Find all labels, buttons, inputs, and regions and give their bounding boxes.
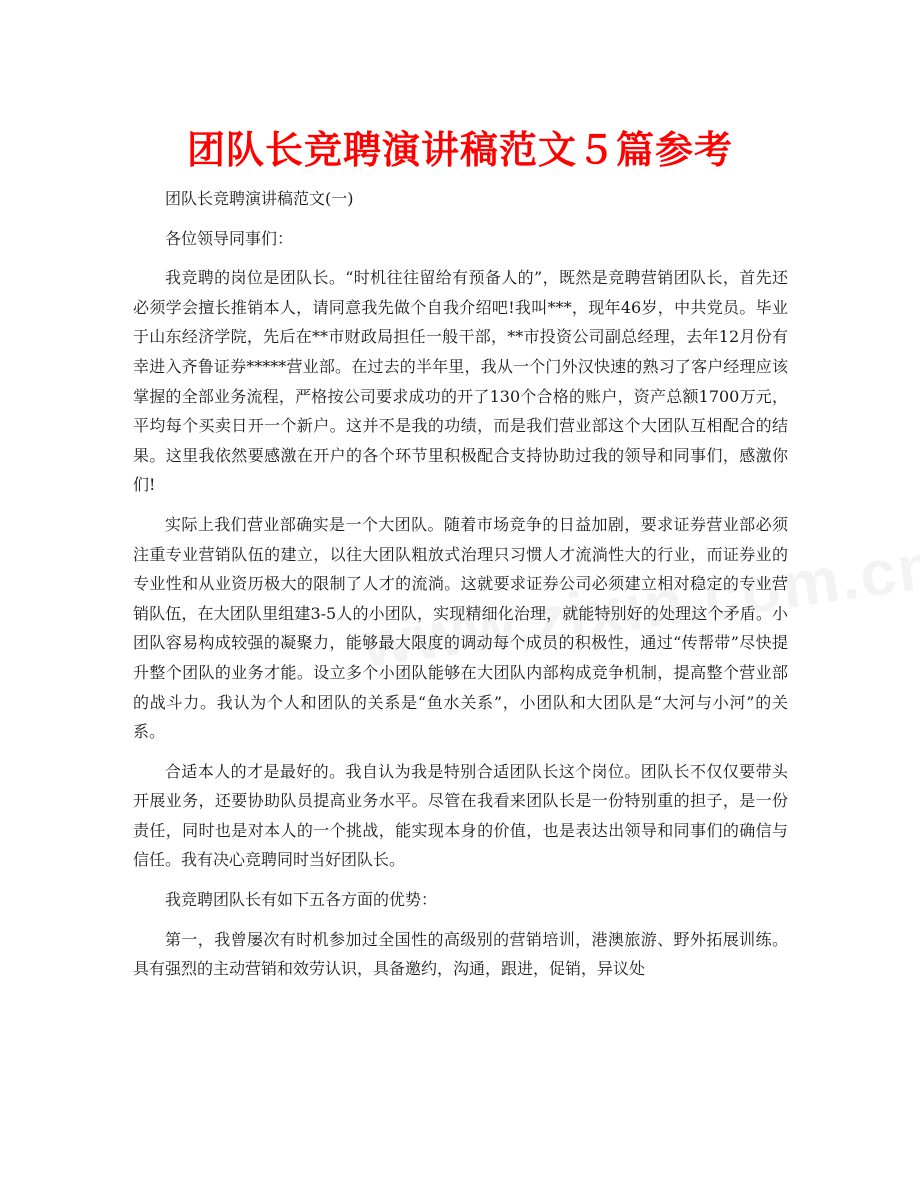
salutation: 各位领导同事们： [165,228,294,248]
paragraph: 我竞聘团队长有如下五各方面的优势： [165,890,438,910]
document-body [133,184,788,994]
paragraph: 合适本人的才是最好的。我自认为我是特别合适团队长这个岗位。团队长不仅仅要带头开展业务，还要协助队员提高业务水平。尽管在我看来团队长是一份特别重的担子，是一份责任，同时也是对本人的一个挑战，能实现本身的价值，也是表达出领导和同事们的确信与信任。我有决心竞聘同时当好团队长。 [133,761,788,870]
paragraph: 第一，我曾屡次有时机参加过全国性的高级别的营销培训，港澳旅游、野外拓展训练。具有强烈的主动营销和效劳认识，具备邀约，沟通，跟进，促销，异议处 [133,929,788,979]
paragraph: 实际上我们营业部确实是一个大团队。随着市场竞争的日益加剧，要求证券营业部必须注重专业营销队伍的建立，以往大团队粗放式治理只习惯人才流淌性大的行业，而证券业的专业性和从业资历极大的限制了人才的流淌。这就要求证券公司必须建立相对稳定的专业营销队伍，在大团队里组建3-5人的小团队，实现精细化治理，就能特别好的处理这个矛盾。小团队容易构成较强的凝聚力，能够最大限度的调动每个成员的积极性，通过“传帮带”尽快提升整个团队的业务才能。设立多个小团队能够在大团队内部构成竞争机制，提高整个营业部的战斗力。我认为个人和团队的关系是“鱼水关系”，小团队和大团队是“大河与小河”的关系。 [133,514,788,742]
paragraph: 我竞聘的岗位是团队长。“时机往往留给有预备人的”，既然是竞聘营销团队长，首先还必须学会擅长推销本人，请同意我先做个自我介绍吧!我叫***，现年46岁，中共党员。毕业于山东经济学院，先后在**市财政局担任一般干部，**市投资公司副总经理，去年12月份有幸进入齐鲁证券*****营业部。在过去的半年里，我从一个门外汉快速的熟习了客户经理应该掌握的全部业务流程，严格按公司要求成功的开了130个合格的账户，资产总额1700万元，平均每个买卖日开一个新户。这并不是我的功绩，而是我们营业部这个大团队互相配合的结果。这里我依然要感激在开户的各个环节里积极配合支持协助过我的领导和同事们，感激你们! [133,268,788,495]
document-title: 团队长竞聘演讲稿范文５篇参考 [186,128,733,172]
section-heading: 团队长竞聘演讲稿范文(一) [165,189,354,208]
